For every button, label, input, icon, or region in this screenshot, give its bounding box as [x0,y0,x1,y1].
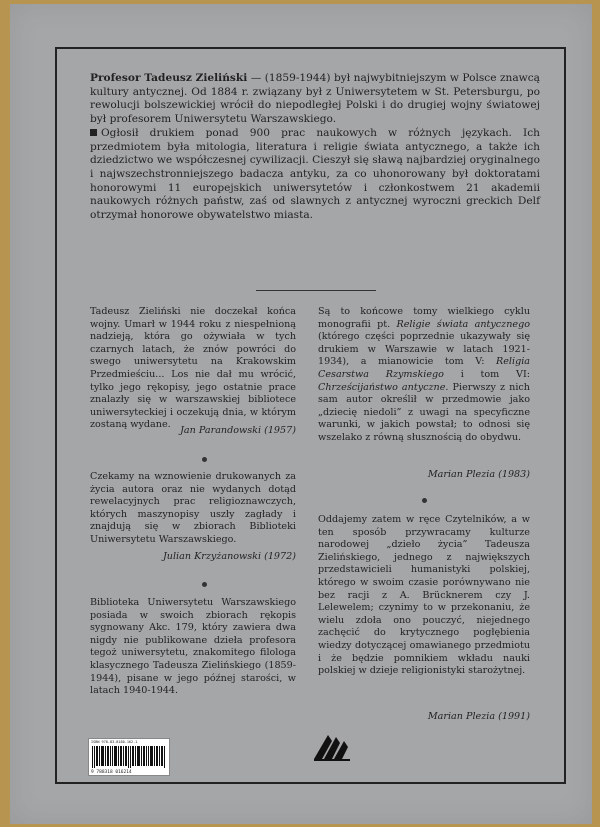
bio-text-1: — (1859-1944) był najwybitniejszym w Polsce znawcą kultury antycznej. Od 1884 r. związany był z Uniwersytetem w St. Petersburgu, po rewolucji bolszewickiej wrócił do niepodległej Polski i do drugiej wojny światowej był profesorem Uniwersytetu Warszawskiego. [90,72,540,126]
separator-dot [422,498,427,503]
quote-krzyzanowski [90,471,296,547]
barcode-digits: 9 788318 016214 [91,770,132,775]
separator-dot [202,457,207,462]
quote-text: Czekamy na wznowienie drukowanych za życia autora oraz nie wydanych dotąd rewelacyjnych prac religioznawczych, których maszynopisy uszły zagłady i znajdują się w zbiorach Biblioteki Uniwersytetu Warszawskiego. [90,471,296,545]
author-name: Profesor Tadeusz Zieliński [90,72,248,84]
quote-parandowski [90,306,296,432]
isbn-barcode [88,738,170,776]
quote-library [90,597,296,698]
author-bio [90,72,540,223]
quote-plezia-1983 [318,306,530,445]
quote-author: Julian Krzyżanowski (1972) [162,551,296,562]
barcode-icon [92,746,166,768]
quote-text: Są to końcowe tomy wielkiego cyklu monografii pt. Religie świata antycznego (którego części poprzednie ukazywały się drukiem w Warszawie w latach 1921-1934), a mianowicie tom V: Religia Cesarstwa Rzymskiego i tom VI: Chrześcijaństwo antyczne. Pierwszy z nich sam autor określił w przedmowie jako „dziecię niedoli” z uwagi na specyficzne warunki, w jakich powstał; to odnosi się wszelako z równą słusznością do obydwu. [318,306,530,443]
quote-text: Tadeusz Zieliński nie doczekał końca wojny. Umarł w 1944 roku z niespełnioną nadzieją, która go ożywiała w tych czarnych latach, że znów powróci do swego uniwersytetu na Krakowskim Przedmieściu... Los nie dał mu wrócić, tylko jego rękopisy, jego ostatnie prace znalazły się w warszawskiej bibliotece uniwersyteckiej i oczekują dnia, w którym zostaną wydane. [90,306,296,431]
square-bullet-icon [90,129,97,136]
bio-paragraph-2 [90,127,540,223]
separator-dot [202,582,207,587]
publisher-logo-icon [312,715,352,763]
quote-author: Jan Parandowski (1957) [180,425,296,436]
bio-text-2: Ogłosił drukiem ponad 900 prac naukowych w różnych językach. Ich przedmiotem była mitologia, literatura i religie świata antycznego, a także ich dziedzictwo we współczesnej cywilizacji. Cieszył się sławą najbardziej oryginalnego i najwszechstronniejszego badacza antyku, za co uhonorowany był doktoratami honorowymi 11 europejskich uniwersytetów i członkostwem 21 akademii naukowych różnych państw, zaś od slawnych z antycznej wyroczni greckich Delf otrzymał honorowe obywatelstwo miasta. [90,126,540,222]
bio-paragraph-1 [90,72,540,127]
quote-plezia-1991 [318,514,530,678]
quote-text: Oddajemy zatem w ręce Czytelników, a w ten sposób przywracamy kulturze narodowej „dzieło życia” Tadeusza Zielińskiego, jednego z największych przedstawicieli humanistyki polskiej, którego w swoim czasie porównywano nie bez racji z A. Brücknerem czy J. Lelewelem; czynimy to w przekonaniu, że wielu zdoła ono pouczyć, niejednego zachęcić do krytycznego pogłębienia wiedzy dotyczącej omawianego przedmiotu i że będzie pomnikiem wkładu nauki polskiej w dzieje religionistyki starożytnej. [318,514,530,677]
quote-author: Marian Plezia (1991) [427,711,530,722]
divider [256,290,376,291]
quote-author: Marian Plezia (1983) [427,469,530,480]
quote-text: Biblioteka Uniwersytetu Warszawskiego posiada w swoich zbiorach rękopis sygnowany Akc. 179, który zawiera dwa nigdy nie publikowane dzieła profesora tegoż uniwersytetu, znakomitego filologa klasycznego Tadeusza Zielińskiego (1859-1944), pisane w jego późnej starości, w latach 1940-1944. [90,597,296,697]
isbn-label: ISBN 978-83-8180-162-1 [91,740,138,744]
